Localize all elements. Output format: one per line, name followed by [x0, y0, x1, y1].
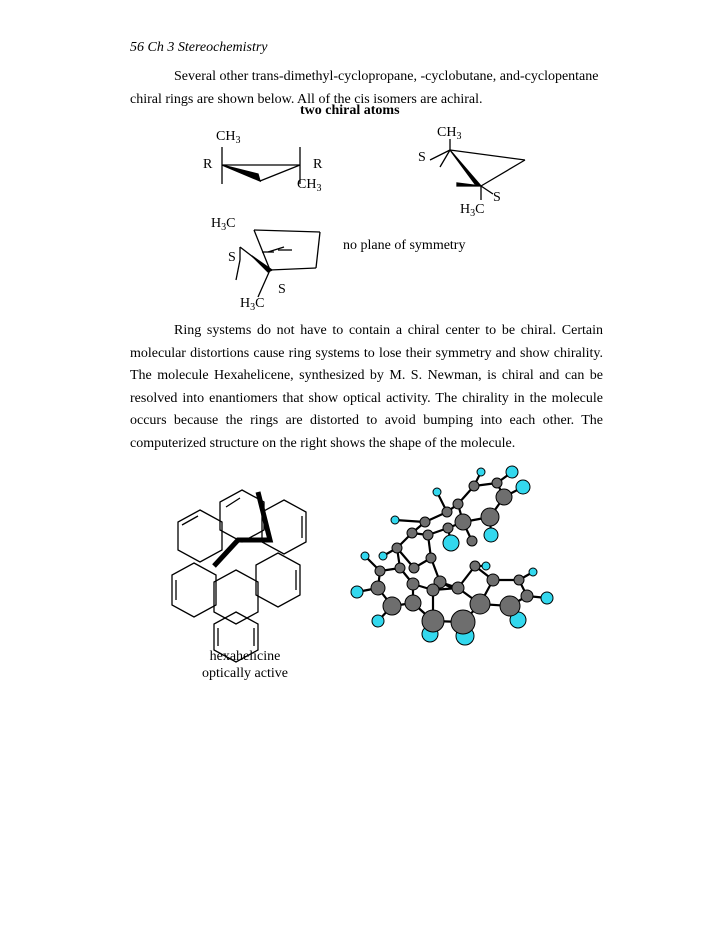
- label-s-3: S: [228, 250, 236, 265]
- label-r-2: R: [313, 157, 323, 172]
- label-h3c-2: $H_3C$: [211, 216, 236, 233]
- label-ch3-2: $CH_3$: [297, 177, 322, 194]
- no-plane-label: no plane of symmetry: [343, 238, 466, 253]
- label-h3c-3: $H_3C$: [240, 296, 265, 313]
- body-text: Ring systems do not have to contain a chiral center to be chiral. Certain molecular distortions cause ring systems to lose their symmetry and show chirality. The molecule Hexahelicene, synthesized by M. S. Newman, is chiral and can be resolved into enantiomers that show optical activity. The chirality in the molecule occurs because the rings are distorted to avoid bumping into each other. The computerized structure on the right shows the shape of the molecule.: [130, 323, 603, 451]
- model-atoms: [351, 466, 553, 645]
- intro-line-1: Several other trans-dimethyl-cyclopropane, -cyclobutane, and-cyclopentane: [174, 69, 599, 84]
- label-r-1: R: [203, 157, 213, 172]
- caption-line-1: hexahelicine: [209, 649, 281, 664]
- label-s-4: S: [278, 282, 286, 297]
- diagram-title: two chiral atoms: [300, 103, 400, 118]
- label-s-1: S: [418, 150, 426, 165]
- label-h3c-1: $H_3C$: [460, 202, 485, 219]
- intro-line-2: chiral rings are shown below. All of the cis isomers are achiral.: [130, 91, 483, 107]
- body-paragraph: [130, 320, 603, 455]
- hexahelicene-caption: [180, 648, 310, 682]
- label-s-2: S: [493, 190, 501, 205]
- page-header: 56 Ch 3 Stereochemistry: [130, 40, 268, 55]
- caption-line-2: optically active: [202, 666, 288, 681]
- label-ch3-1: $CH_3$: [216, 129, 241, 146]
- label-ch3-3: $CH_3$: [437, 125, 462, 142]
